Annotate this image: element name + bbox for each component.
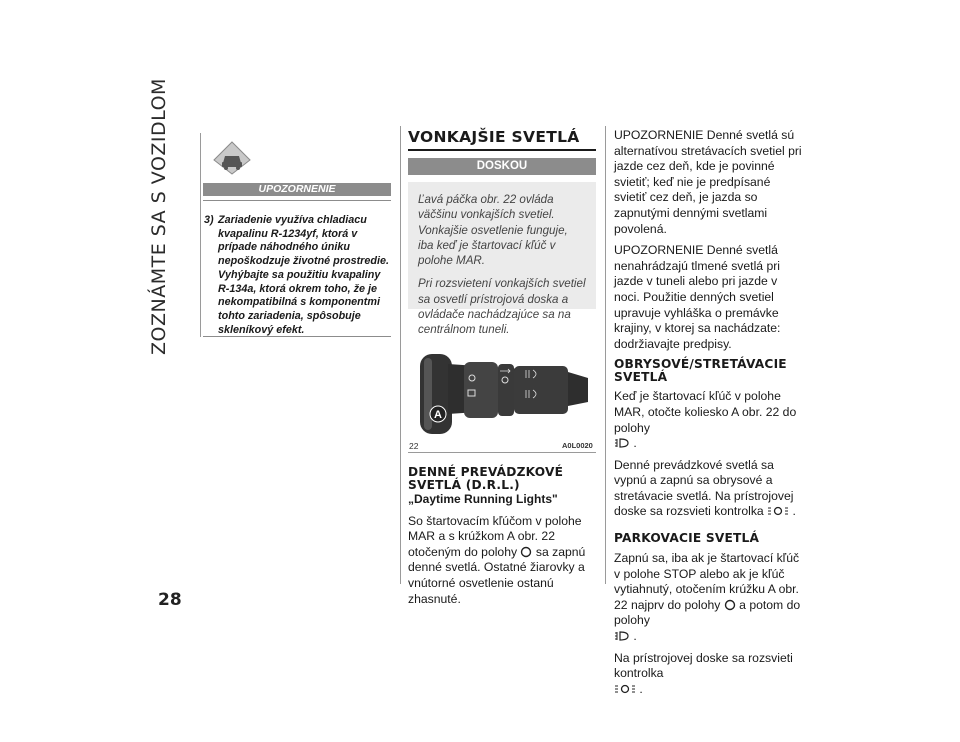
drl-heading-line-1: DENNÉ PREVÁDZKOVÉ — [408, 465, 564, 479]
drl-warning-2: UPOZORNENIE Denné svetlá nenahrádzajú tlmené svetlá pri jazde v tuneli alebo pri jazde v noci. Použitie denných svetiel upravuje vyhláška o premávke krajiny, v ktorej sa nachádzate: dodržiavajte predpisy. — [614, 243, 781, 351]
drl-paragraph — [408, 514, 598, 608]
car-warning-icon — [212, 140, 252, 176]
side-running-title: ZOZNÁMTE SA S VOZIDLOM — [148, 78, 170, 355]
low-beam-icon — [614, 630, 630, 642]
side-lights-p2-before: Denné prevádzkové svetlá sa vypnú a zapnú sa obrysové a stretávacie svetlá. Na prístrojovej doske sa rozsvieti kontrolka — [614, 457, 794, 519]
note-box — [408, 182, 596, 337]
warning-item-number: 3) — [204, 214, 214, 226]
section-title-rule — [408, 149, 596, 151]
warning-item-first-line: Zariadenie využíva chladiacu — [218, 214, 367, 226]
figure-bottom-rule — [408, 452, 596, 453]
note-paragraph-2: Pri rozsvietení vonkajších svetiel sa osvetlí prístrojová doska a ovládače nachádzajúce sa na centrálnom tuneli. — [418, 277, 586, 337]
side-lights-warning-icon — [767, 505, 789, 517]
section-tab-label: DOSKOU — [408, 158, 596, 175]
parking-lights-paragraph-1 — [614, 551, 802, 645]
note-paragraph-1: Ľavá páčka obr. 22 ovláda väčšinu vonkajších svetiel. Vonkajšie osvetlenie funguje, iba keď je štartovací kľúč v polohe MAR. — [418, 193, 568, 268]
parking-p2-before: Na prístrojovej doske sa rozsvieti kontrolka — [614, 650, 793, 681]
parking-p2-after: . — [639, 681, 643, 696]
column-divider-2 — [605, 126, 606, 584]
side-lights-p1-after: . — [633, 436, 637, 451]
side-lights-heading-line-1: OBRYSOVÉ/STRETÁVACIE — [614, 357, 787, 372]
parking-p1-mid: a potom do polohy — [614, 597, 801, 628]
low-beam-icon — [614, 437, 630, 449]
page-number: 28 — [158, 590, 182, 610]
parking-p1-before: Zapnú sa, iba ak je štartovací kľúč v polohe STOP alebo ak je kľúč vytiahnutý, otočením krúžku A obr. 22 najprv do polohy — [614, 551, 800, 612]
side-lights-warning-icon — [614, 683, 636, 695]
drl-paragraph-text-before: So štartovacím kľúčom v polohe MAR a s krúžkom A obr. 22 otočeným do polohy — [408, 513, 582, 559]
column-divider-0 — [200, 133, 201, 337]
drl-heading — [408, 466, 598, 492]
side-lights-heading-line-2: SVETLÁ — [614, 370, 668, 385]
warning-text — [204, 214, 390, 337]
warning-item-rest: kvapalinu R-1234yf, ktorá v prípade náhodného úniku nepoškodzuje životné prostredie. Vyhýbajte sa použitiu kvapaliny R-134a, ktorá okrem toho, že je nekompatibilná s komponentmi tohto zariadenia, spôsobuje skleníkový efekt. — [218, 227, 389, 336]
warning-title-rule — [203, 200, 391, 201]
drl-subtitle: „Daytime Running Lights" — [408, 492, 558, 506]
parking-p1-after: . — [633, 629, 637, 644]
parking-lights-heading: PARKOVACIE SVETLÁ — [614, 531, 760, 546]
column-divider-1 — [400, 126, 401, 584]
drl-paragraph-text-after: sa zapnú denné svetlá. Ostatné žiarovky a vnútorné osvetlenie ostanú zhasnuté. — [408, 544, 586, 606]
light-stalk-figure — [408, 346, 596, 446]
figure-number: 22 — [409, 441, 419, 451]
side-lights-paragraph-1 — [614, 389, 802, 451]
section-title: VONKAJŠIE SVETLÁ — [408, 128, 580, 146]
side-lights-paragraph-2 — [614, 458, 802, 520]
side-lights-p2-after: . — [792, 504, 796, 519]
ring-off-icon — [724, 599, 736, 611]
figure-code: A0L0020 — [562, 441, 593, 450]
parking-lights-paragraph-2 — [614, 651, 802, 698]
warning-bottom-rule — [203, 336, 391, 337]
drl-warning-1: UPOZORNENIE Denné svetlá sú alternatívou stretávacích svetiel pri jazde cez deň, kde je povinné svietiť; keď nie je predpísané svietiť cez deň, je jazda so zapnutými dennými svetlami povolená. — [614, 128, 802, 236]
drl-heading-line-2: SVETLÁ (D.R.L.) — [408, 478, 520, 492]
right-column — [614, 128, 802, 703]
ring-off-icon — [520, 546, 532, 558]
side-lights-p1-before: Keď je štartovací kľúč v polohe MAR, otočte koliesko A obr. 22 do polohy — [614, 389, 797, 435]
side-lights-heading — [614, 358, 802, 384]
drl-section — [408, 466, 598, 613]
warning-title: UPOZORNENIE — [203, 183, 391, 196]
figure-callout-label: A — [434, 409, 442, 421]
